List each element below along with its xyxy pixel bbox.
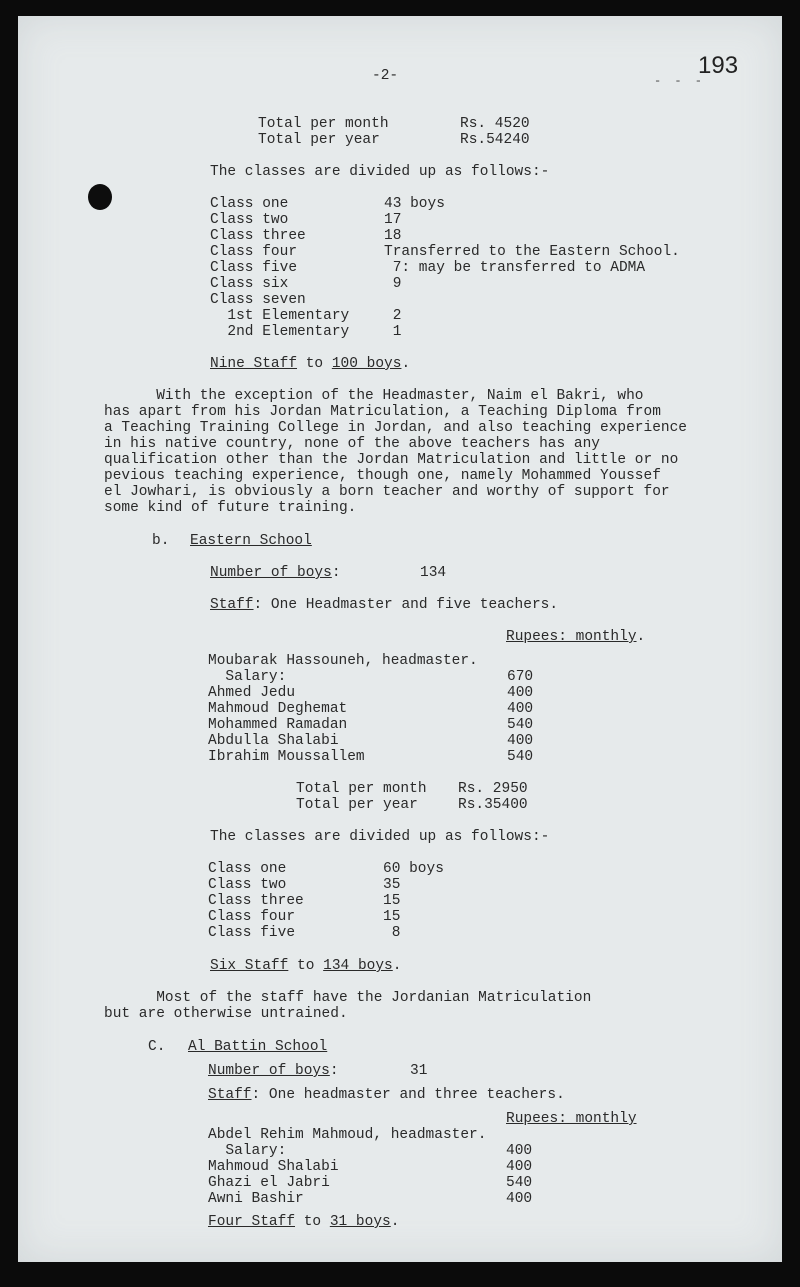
class-value: 15 <box>383 909 401 925</box>
summary-boys: 134 boys <box>323 958 393 974</box>
paragraph-line: a Teaching Training College in Jordan, and also teaching experience <box>104 420 687 436</box>
paragraph-line: pevious teaching experience, though one, namely Mohammed Youssef <box>104 468 661 484</box>
boys-count-line <box>210 565 341 581</box>
page-label: -2- <box>372 68 399 84</box>
class-value: Transferred to the Eastern School. <box>384 244 680 260</box>
class-name: Class two <box>208 877 287 893</box>
paragraph-line: some kind of future training. <box>104 500 357 516</box>
staff-name: Abdulla Shalabi <box>208 733 339 749</box>
class-name: Class two <box>210 212 289 228</box>
summary-mid: to <box>295 1214 330 1230</box>
staff-amount: 400 <box>507 733 534 749</box>
staff-line <box>208 1087 565 1103</box>
staff-name: Abdel Rehim Mahmoud, headmaster. <box>208 1127 487 1143</box>
summary-mid: to <box>288 958 324 974</box>
staff-name: Salary: <box>208 669 287 685</box>
summary-mid: to <box>297 356 332 372</box>
paragraph-line: in his native country, none of the above teachers has any <box>104 436 600 452</box>
class-name: Class five <box>210 260 298 276</box>
staff-summary <box>210 958 401 974</box>
staff-amount: 540 <box>506 1175 533 1191</box>
staff-summary <box>210 356 410 372</box>
staff-name: Moubarak Hassouneh, headmaster. <box>208 653 478 669</box>
total-value: Rs.54240 <box>460 132 530 148</box>
paragraph-line: With the exception of the Headmaster, Naim el Bakri, who <box>104 388 644 404</box>
summary-end: . <box>401 356 411 372</box>
boys-label: Number of boys <box>210 565 332 581</box>
staff-amount: 400 <box>507 701 534 717</box>
class-name: Class three <box>210 228 306 244</box>
summary-boys: 100 boys <box>331 356 402 372</box>
staff-name: Ahmed Jedu <box>208 685 296 701</box>
punch-hole <box>88 184 112 210</box>
summary-end: . <box>390 1214 400 1230</box>
class-name: Class five <box>208 925 296 941</box>
total-label: Total per year <box>258 132 380 148</box>
section-letter: b. <box>152 533 170 549</box>
total-value: Rs.35400 <box>458 797 528 813</box>
rupees-label: Rupees: monthly <box>506 629 637 645</box>
boys-colon: : <box>329 1063 339 1079</box>
staff-line <box>210 597 558 613</box>
staff-name: Awni Bashir <box>208 1191 304 1207</box>
summary-staff: Four Staff <box>208 1214 296 1230</box>
staff-name: Mohammed Ramadan <box>208 717 348 733</box>
staff-amount: 670 <box>507 669 534 685</box>
staff-text: : One headmaster and three teachers. <box>251 1087 565 1103</box>
staff-name: Mahmoud Deghemat <box>208 701 348 717</box>
total-value: Rs. 4520 <box>460 116 530 132</box>
paragraph-line: Most of the staff have the Jordanian Matriculation <box>104 990 592 1006</box>
paragraph-line: has apart from his Jordan Matriculation, a Teaching Diploma from <box>104 404 661 420</box>
summary-end: . <box>392 958 402 974</box>
rupees-header <box>506 629 645 645</box>
class-value: 7: may be transferred to ADMA <box>384 260 646 276</box>
class-name: 2nd Elementary <box>210 324 350 340</box>
class-value: 18 <box>384 228 402 244</box>
class-value: 8 <box>383 925 401 941</box>
summary-boys: 31 boys <box>329 1214 391 1230</box>
staff-amount: 400 <box>507 685 534 701</box>
staff-text: : One Headmaster and five teachers. <box>253 597 559 613</box>
rupees-header: Rupees: monthly <box>506 1111 637 1127</box>
staff-name: Ibrahim Moussallem <box>208 749 365 765</box>
staff-amount: 540 <box>507 717 534 733</box>
class-value: 15 <box>383 893 401 909</box>
section-title: Al Battin School <box>188 1039 328 1055</box>
class-name: Class one <box>208 861 287 877</box>
class-name: Class seven <box>210 292 306 308</box>
staff-amount: 400 <box>506 1191 533 1207</box>
staff-label: Staff <box>210 597 254 613</box>
classes-intro: The classes are divided up as follows:- <box>210 829 550 845</box>
staff-name: Salary: <box>208 1143 287 1159</box>
class-value: 2 <box>384 308 402 324</box>
handwritten-page-number: 193 <box>698 52 739 79</box>
summary-staff: Nine Staff <box>210 356 298 372</box>
class-name: Class four <box>210 244 298 260</box>
boys-value: 31 <box>410 1063 428 1079</box>
boys-value: 134 <box>420 565 447 581</box>
class-value: 60 boys <box>383 861 444 877</box>
class-name: 1st Elementary <box>210 308 350 324</box>
staff-label: Staff <box>208 1087 252 1103</box>
top-marks: - - - <box>654 74 706 88</box>
boys-count-line <box>208 1063 339 1079</box>
class-value: 35 <box>383 877 401 893</box>
staff-amount: 540 <box>507 749 534 765</box>
classes-intro: The classes are divided up as follows:- <box>210 164 550 180</box>
class-name: Class six <box>210 276 289 292</box>
rupees-end: . <box>636 629 646 645</box>
class-name: Class one <box>210 196 289 212</box>
staff-amount: 400 <box>506 1159 533 1175</box>
section-letter: C. <box>148 1039 166 1055</box>
total-label: Total per month <box>296 781 427 797</box>
staff-name: Ghazi el Jabri <box>208 1175 330 1191</box>
total-label: Total per year <box>296 797 418 813</box>
class-value: 9 <box>384 276 402 292</box>
total-value: Rs. 2950 <box>458 781 528 797</box>
class-value: 17 <box>384 212 402 228</box>
boys-colon: : <box>331 565 341 581</box>
class-value: 43 boys <box>384 196 445 212</box>
class-name: Class four <box>208 909 296 925</box>
class-name: Class three <box>208 893 304 909</box>
staff-name: Mahmoud Shalabi <box>208 1159 339 1175</box>
paragraph-line: but are otherwise untrained. <box>104 1006 348 1022</box>
summary-staff: Six Staff <box>210 958 289 974</box>
paragraph-line: qualification other than the Jordan Matriculation and little or no <box>104 452 679 468</box>
class-value: 1 <box>384 324 402 340</box>
paragraph-line: el Jowhari, is obviously a born teacher and worthy of support for <box>104 484 670 500</box>
total-label: Total per month <box>258 116 389 132</box>
staff-amount: 400 <box>506 1143 533 1159</box>
staff-summary <box>208 1214 399 1230</box>
boys-label: Number of boys <box>208 1063 330 1079</box>
section-title: Eastern School <box>190 533 312 549</box>
